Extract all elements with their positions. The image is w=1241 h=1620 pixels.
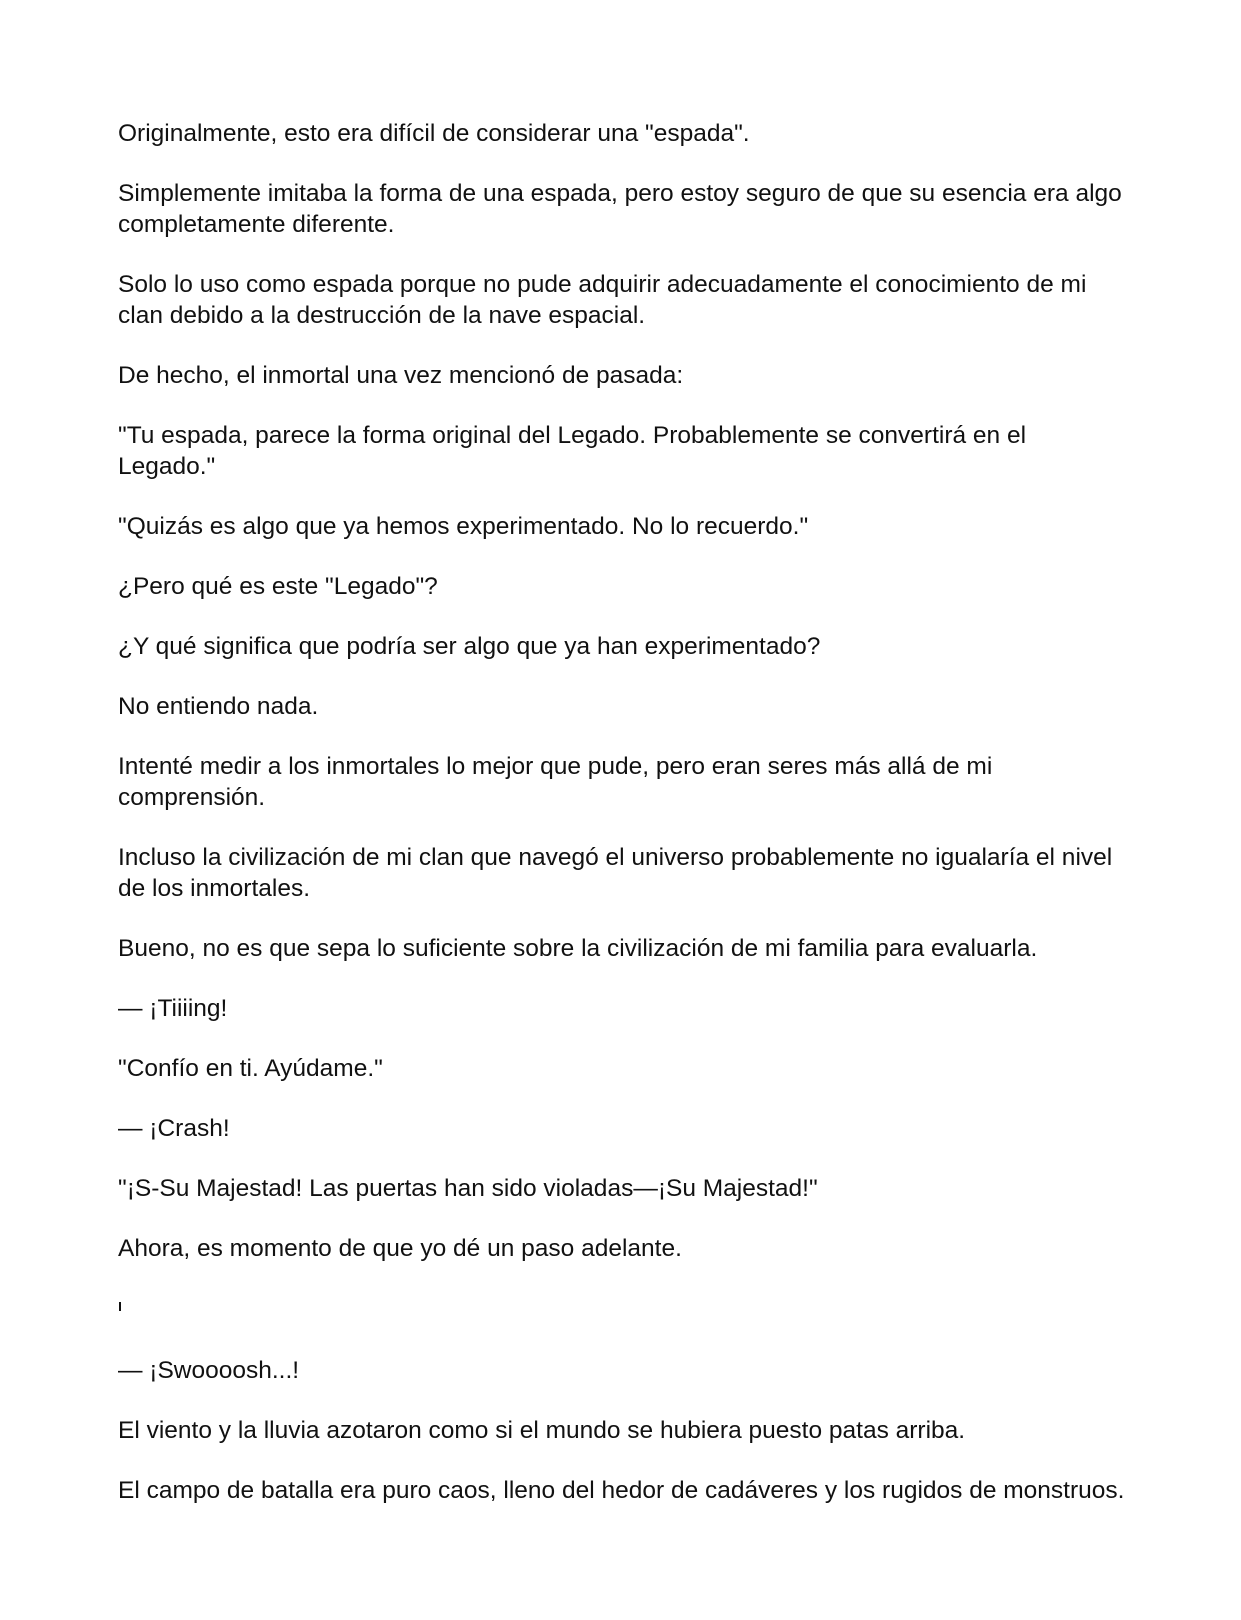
paragraph: Incluso la civilización de mi clan que navegó el universo probablemente no igualaría el nivel de los inmortales. bbox=[118, 844, 1113, 902]
scene-break-tick bbox=[119, 1302, 121, 1311]
paragraph: Ahora, es momento de que yo dé un paso adelante. bbox=[118, 1235, 682, 1262]
paragraph: No entiendo nada. bbox=[118, 693, 319, 720]
paragraph: Simplemente imitaba la forma de una espada, pero estoy seguro de que su esencia era algo completamente diferente. bbox=[118, 180, 1122, 238]
paragraph: Bueno, no es que sepa lo suficiente sobre la civilización de mi familia para evaluarla. bbox=[118, 935, 1038, 962]
paragraph: — ¡Swoooosh...! bbox=[118, 1357, 300, 1384]
paragraph: El campo de batalla era puro caos, lleno del hedor de cadáveres y los rugidos de monstruos. bbox=[118, 1477, 1125, 1504]
paragraph: Intenté medir a los inmortales lo mejor que pude, pero eran seres más allá de mi comprensión. bbox=[118, 753, 993, 811]
paragraph: "Confío en ti. Ayúdame." bbox=[118, 1055, 383, 1082]
paragraph: ¿Y qué significa que podría ser algo que ya han experimentado? bbox=[118, 633, 821, 660]
scene-break-mark bbox=[118, 1293, 1128, 1324]
paragraph: De hecho, el inmortal una vez mencionó de pasada: bbox=[118, 362, 684, 389]
document-body bbox=[118, 118, 1128, 1535]
paragraph: — ¡Crash! bbox=[118, 1115, 230, 1142]
paragraph: El viento y la lluvia azotaron como si el mundo se hubiera puesto patas arriba. bbox=[118, 1417, 966, 1444]
paragraph: "Quizás es algo que ya hemos experimentado. No lo recuerdo." bbox=[118, 513, 809, 540]
paragraph: Originalmente, esto era difícil de considerar una "espada". bbox=[118, 120, 750, 147]
paragraph: ¿Pero qué es este "Legado"? bbox=[118, 573, 438, 600]
paragraph: "Tu espada, parece la forma original del Legado. Probablemente se convertirá en el Legado." bbox=[118, 422, 1027, 480]
paragraph: "¡S-Su Majestad! Las puertas han sido violadas—¡Su Majestad!" bbox=[118, 1175, 818, 1202]
paragraph: Solo lo uso como espada porque no pude adquirir adecuadamente el conocimiento de mi clan debido a la destrucción de la nave espacial. bbox=[118, 271, 1087, 329]
paragraph: — ¡Tiiiing! bbox=[118, 995, 228, 1022]
